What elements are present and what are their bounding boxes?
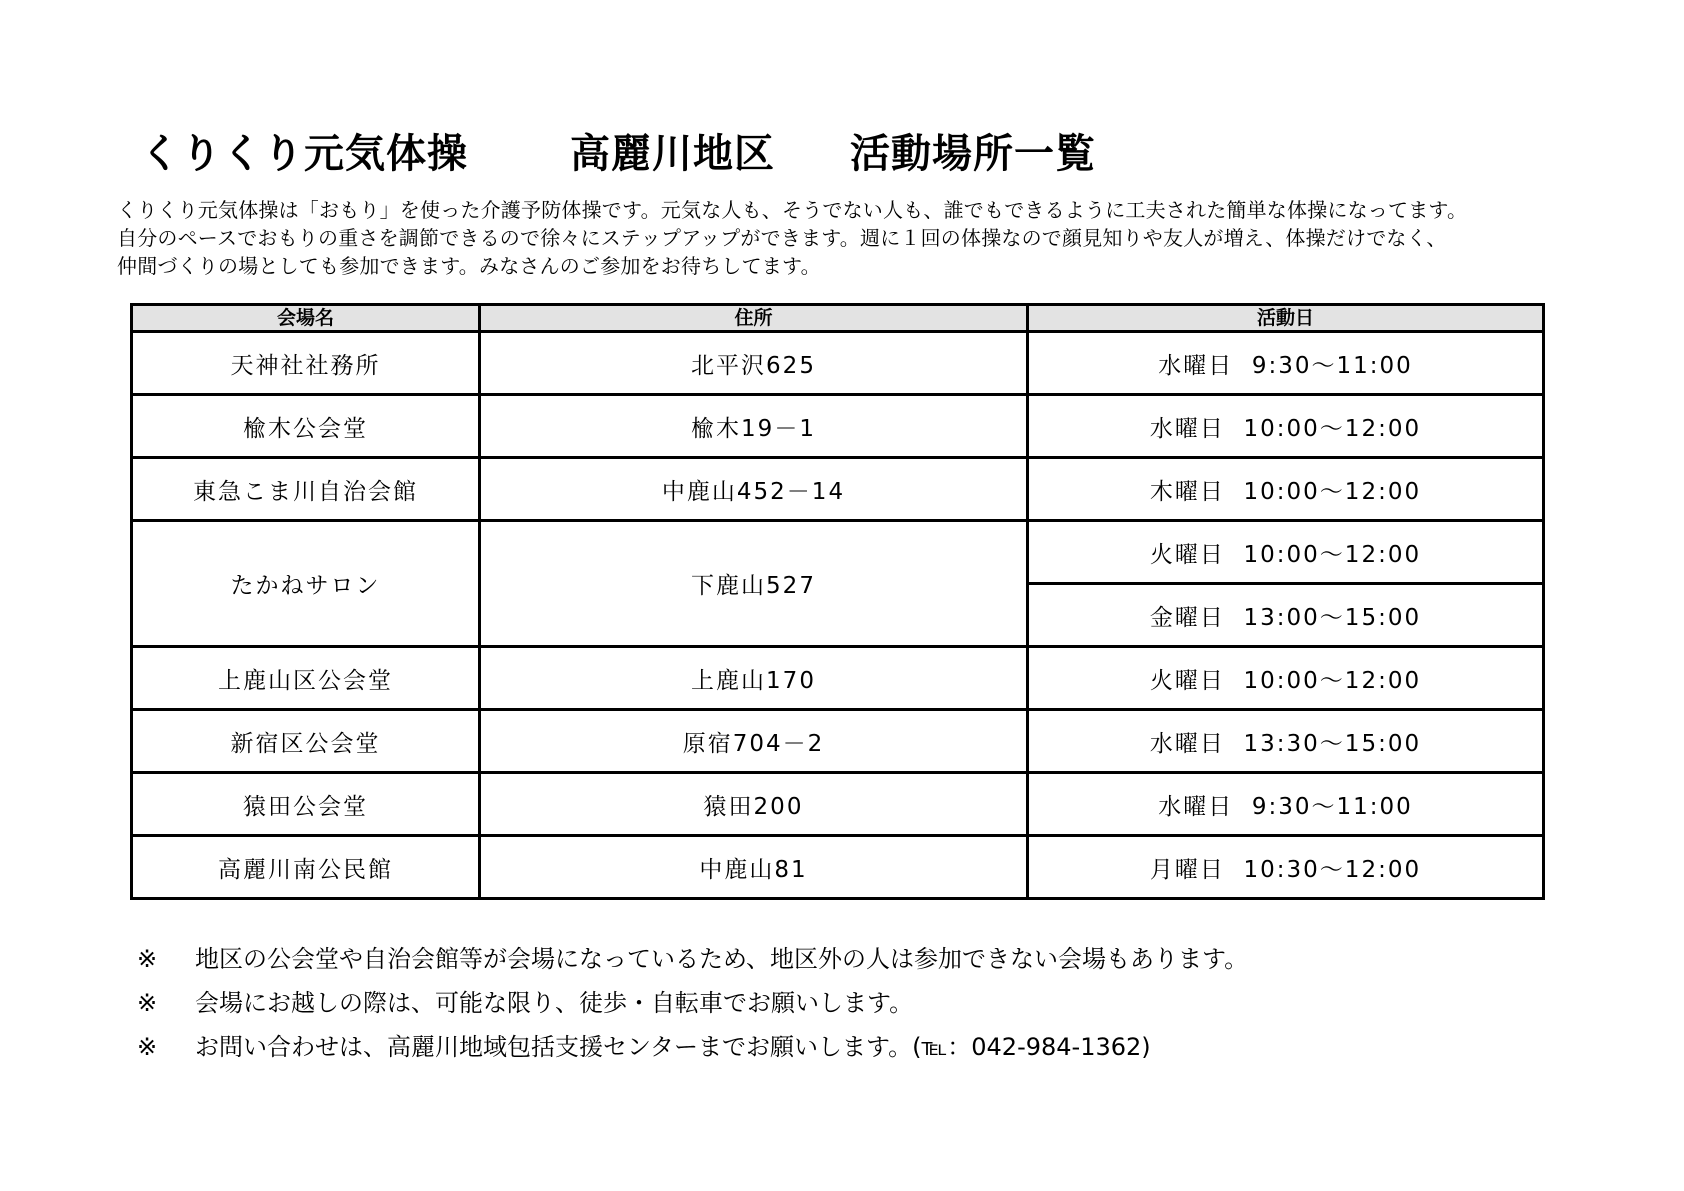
address-cell: 猿田200 xyxy=(480,773,1028,836)
intro-line: 自分のペースでおもりの重さを調節できるので徐々にステップアップができます。週に１回の体操なので顔見知りや友人が増え、体操だけでなく、 xyxy=(117,226,1447,250)
intro-line: 仲間づくりの場としても参加できます。みなさんのご参加をお待ちしてます。 xyxy=(117,254,821,278)
address-cell: 中鹿山81 xyxy=(480,836,1028,899)
schedule-cell: 水曜日 13:30〜15:00 xyxy=(1028,710,1544,773)
schedule-cell: 水曜日 9:30〜11:00 xyxy=(1028,332,1544,395)
address-cell: 北平沢625 xyxy=(480,332,1028,395)
table-row xyxy=(132,710,1544,773)
intro-text xyxy=(117,196,1587,280)
venue-cell: 楡木公会堂 xyxy=(132,395,480,458)
page-title xyxy=(140,122,1096,178)
venue-cell: 猿田公会堂 xyxy=(132,773,480,836)
schedule-cell: 水曜日 10:00〜12:00 xyxy=(1028,395,1544,458)
title-list: 活動場所一覧 xyxy=(850,130,1096,177)
address-cell: 楡木19－1 xyxy=(480,395,1028,458)
note-mark: ※ xyxy=(137,989,158,1017)
address-cell: 中鹿山452－14 xyxy=(480,458,1028,521)
venue-cell: 高麗川南公民館 xyxy=(132,836,480,899)
note-text: 地区の公会堂や自治会館等が会場になっているため、地区外の人は参加できない会場もあります。 xyxy=(195,945,1249,973)
venue-cell: 新宿区公会堂 xyxy=(132,710,480,773)
schedule-cell: 月曜日 10:30〜12:00 xyxy=(1028,836,1544,899)
schedule-cell: 木曜日 10:00〜12:00 xyxy=(1028,458,1544,521)
header-address: 住所 xyxy=(480,305,1028,332)
note-item xyxy=(137,1025,1248,1069)
venue-cell: 天神社社務所 xyxy=(132,332,480,395)
address-cell: 上鹿山170 xyxy=(480,647,1028,710)
venue-table xyxy=(130,303,1545,900)
venue-cell: 東急こま川自治会館 xyxy=(132,458,480,521)
address-cell: 原宿704－2 xyxy=(480,710,1028,773)
note-item xyxy=(137,981,1248,1025)
table-row xyxy=(132,647,1544,710)
table-row xyxy=(132,521,1544,584)
note-text: お問い合わせは、高麗川地域包括支援センターまでお願いします。(℡：042-984-1362) xyxy=(195,1033,1151,1061)
note-mark: ※ xyxy=(137,1033,158,1061)
note-mark: ※ xyxy=(137,945,158,973)
table-header-row xyxy=(132,305,1544,332)
schedule-cell: 火曜日 10:00〜12:00 xyxy=(1028,647,1544,710)
schedule-cell: 水曜日 9:30〜11:00 xyxy=(1028,773,1544,836)
header-venue: 会場名 xyxy=(132,305,480,332)
header-schedule: 活動日 xyxy=(1028,305,1544,332)
table-row xyxy=(132,773,1544,836)
table-row xyxy=(132,836,1544,899)
venue-cell: たかねサロン xyxy=(132,521,480,647)
venue-cell: 上鹿山区公会堂 xyxy=(132,647,480,710)
schedule-cell: 火曜日 10:00〜12:00 xyxy=(1028,521,1544,584)
schedule-cell: 金曜日 13:00〜15:00 xyxy=(1028,584,1544,647)
notes-section xyxy=(137,937,1248,1069)
address-cell: 下鹿山527 xyxy=(480,521,1028,647)
intro-line: くりくり元気体操は「おもり」を使った介護予防体操です。元気な人も、そうでない人も、誰でもできるように工夫された簡単な体操になってます。 xyxy=(117,198,1468,222)
table-row xyxy=(132,458,1544,521)
title-program: くりくり元気体操 xyxy=(140,130,468,177)
title-district: 高麗川地区 xyxy=(570,130,775,177)
note-item xyxy=(137,937,1248,981)
note-text: 会場にお越しの際は、可能な限り、徒歩・自転車でお願いします。 xyxy=(195,989,914,1017)
table-row xyxy=(132,332,1544,395)
table-row xyxy=(132,395,1544,458)
